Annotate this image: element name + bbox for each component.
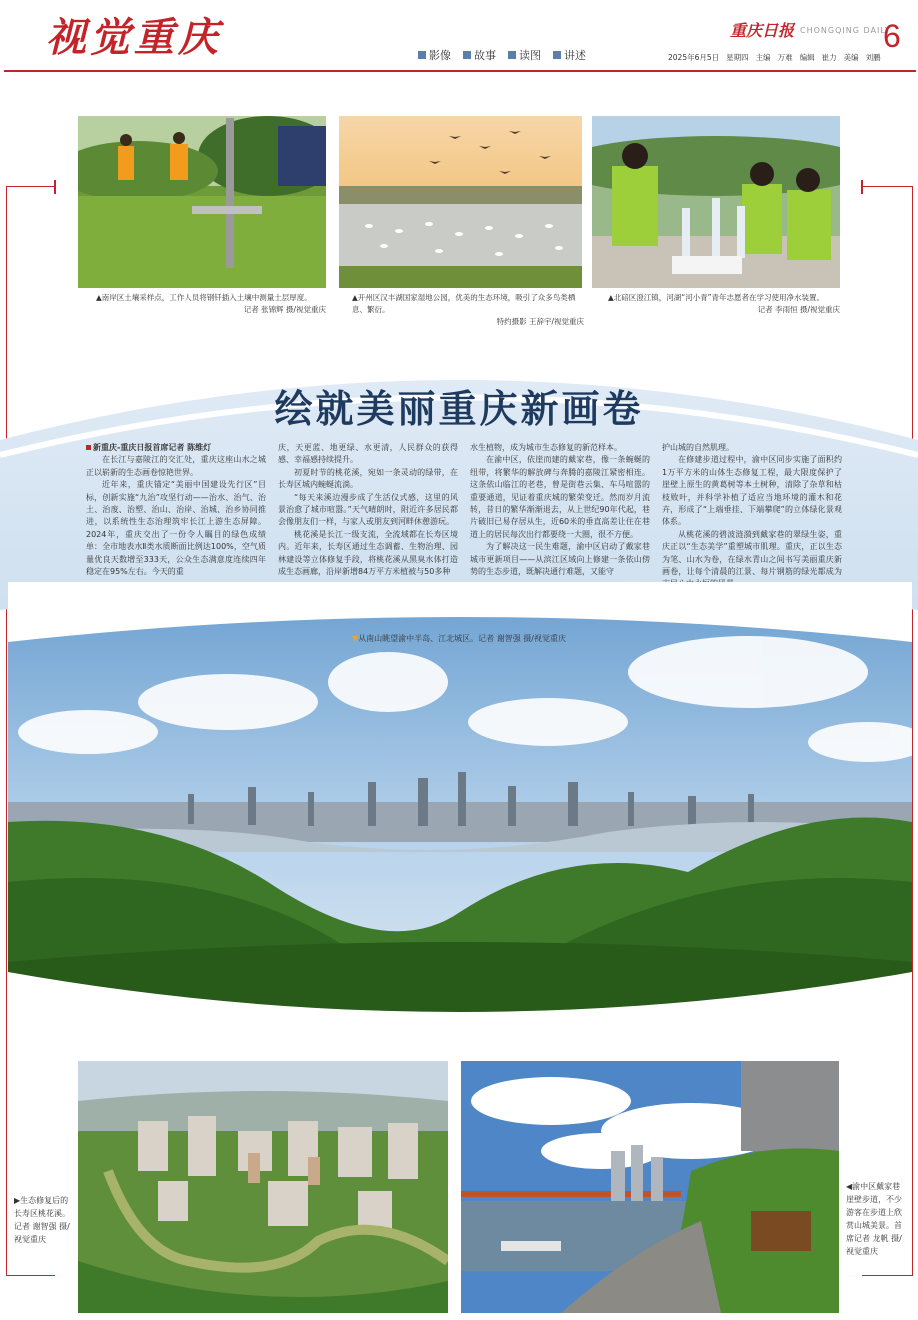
paragraph: 在渝中区，依崖而建的戴家巷，像一条蜿蜒的纽带，将繁华的解放碑与奔腾的嘉陵江紧密相连。这条依山临江的老巷，曾是街巷云集、车马喧嚣的重要通道，见证着重庆城的繁荣变迁。然而岁月流转，昔日的繁华渐渐退去，从上世纪90年代起，巷片破旧已易存居从生，近60米的垂直高差让住在巷道上的居民每次出行都要绕一大圈，很不方便。	[470, 455, 650, 539]
paper-logo-en: CHONGQING DAILY	[800, 26, 891, 35]
caption-volunteers-water: ▲北碚区澄江镇，河湖“河小青”青年志愿者在学习使用净水装置。 记者 李雨恒 摄/视觉重庆	[608, 293, 840, 314]
tag-item[interactable]: 故事	[463, 47, 496, 63]
headline: 绘就美丽重庆新画卷	[274, 386, 644, 431]
tag-item[interactable]: 读图	[508, 47, 541, 63]
frame-tick	[861, 180, 863, 194]
paragraph: 在修建步道过程中，渝中区同步实施了面积约1万平方米的山体生态修复工程，最大限度保护了崖壁上原生的黄葛树等本土树种，清除了杂草和枯枝败叶，并科学补植了适应当地环境的灌木和花卉，形成了“上端垂挂、下端攀爬”的立体绿化景观体系。	[662, 455, 842, 527]
caption-panorama: ▼从南山眺望渝中半岛、江北城区。记者 谢智强 摄/视觉重庆	[352, 634, 566, 643]
square-icon	[463, 51, 471, 59]
square-icon	[508, 51, 516, 59]
staff-name: 刘鹏	[865, 53, 881, 62]
paragraph: 庆，天更蓝、地更绿、水更清，人民群众的获得感、幸福感持续提升。	[278, 443, 458, 465]
paragraph: 近年来，重庆锚定“美丽中国建设先行区”目标，创新实施“九治”攻坚行动——治水、治气、治土、治废、治塑、治山、治岸、治城、治乡协同推进，以系统性生态治理筑牢长江上游生态屏障。2024年，重庆交出了一份令人瞩目的绿色成绩单：全市地表水Ⅱ类水质断面比例达100%，空气质量优良天数增至333天，公众生态满意度连续四年稳定在95%左右。今天的重	[86, 480, 266, 577]
paragraph: 从桃花溪的碧波涟漪到戴家巷的翠绿生姿，重庆正以“生态美学”重塑城市肌理。重庆，正以生态为笔、山水为卷，在绿水青山之间书写美丽重庆新画卷，让每个清晨的江景、每片钢筋的绿光都成为	[662, 529, 842, 577]
caption-taohua-creek: ▶生态修复后的长寿区桃花溪。记者 谢智强 摄/视觉重庆	[14, 1196, 70, 1244]
photo-panorama-city	[8, 582, 912, 1028]
masthead	[0, 0, 918, 74]
photo-soil-sampling	[78, 116, 326, 288]
paper-logo: 重庆日报	[730, 21, 795, 40]
paragraph: “每天来溪边漫步成了生活仪式感，这里的风景治愈了城市喧嚣。”天气晴朗时，附近许多居民都会像朋友们一样，与家人或朋友到河畔休憩游玩。	[278, 492, 458, 527]
frame-tick	[54, 180, 56, 194]
paragraph: 在长江与嘉陵江的交汇处，重庆这座山水之城正以崭新的生态画卷惊艳世界。	[86, 455, 266, 477]
staff-name: 万难	[777, 53, 793, 62]
paragraph: 水生植物，成为城市生态修复的新范样本。	[470, 443, 622, 452]
photo-wetland-birds	[339, 116, 582, 288]
paragraph: 初夏时节的桃花溪，宛如一条灵动的绿带，在长寿区城内蜿蜒流淌。	[278, 467, 458, 490]
staff-role: 编辑	[799, 53, 815, 62]
paragraph: 桃花溪是长江一级支流，全流域都在长寿区境内。近年来，长寿区通过生态调蓄、生物治理、园林建设等立体修复手段，将桃花溪从黑臭水体打造成生态画廊，沿岸新增84万平方米植被与50多种	[278, 529, 458, 577]
issue-date: 2025年6月5日	[668, 53, 720, 62]
tag-item[interactable]: 讲述	[553, 47, 586, 63]
paragraph: 护山城的自然肌理。	[662, 443, 734, 452]
byline: 新重庆-重庆日报首席记者 陈维灯	[86, 442, 266, 454]
caption-soil-sampling: ▲南岸区土壤采样点，工作人员将钢钎插入土壤中测量土层厚度。 记者 张锦辉 摄/视觉重庆	[96, 293, 326, 314]
caption-daijiaxiang-trail: ◀渝中区戴家巷崖壁步道，不少游客在步道上欣赏山城美景。首席记者 龙帆 摄/视觉重庆	[846, 1182, 902, 1256]
caption-wetland-birds: ▲开州区汉丰湖国家湿地公园，优美的生态环境，吸引了众多鸟类栖息、繁衍。 特约摄影 王辞宇/视觉重庆	[352, 293, 584, 326]
section-title: 视觉重庆	[46, 14, 222, 61]
square-icon	[86, 445, 91, 450]
staff-role: 美编	[843, 53, 859, 62]
triangle-icon: ▼	[352, 634, 359, 643]
staff-role: 主编	[755, 53, 771, 62]
issue-weekday: 星期四	[726, 53, 749, 62]
square-icon	[553, 51, 561, 59]
section-tags	[418, 47, 586, 63]
photo-taohua-creek	[78, 1061, 448, 1313]
staff-name: 崔力	[821, 53, 837, 62]
tag-item[interactable]: 影像	[418, 47, 451, 63]
photo-daijiaxiang-trail	[461, 1061, 839, 1313]
photo-volunteers-water	[592, 116, 840, 288]
square-icon	[418, 51, 426, 59]
top-rule	[4, 70, 916, 72]
page-number: 6	[883, 18, 901, 54]
issue-info	[668, 52, 881, 63]
paragraph: 为了解决这一民生难题，渝中区启动了戴家巷城市更新项目——从滨江区域向上修建一条依山傍势的生态步道，既解决通行难题，又能守	[470, 542, 650, 577]
